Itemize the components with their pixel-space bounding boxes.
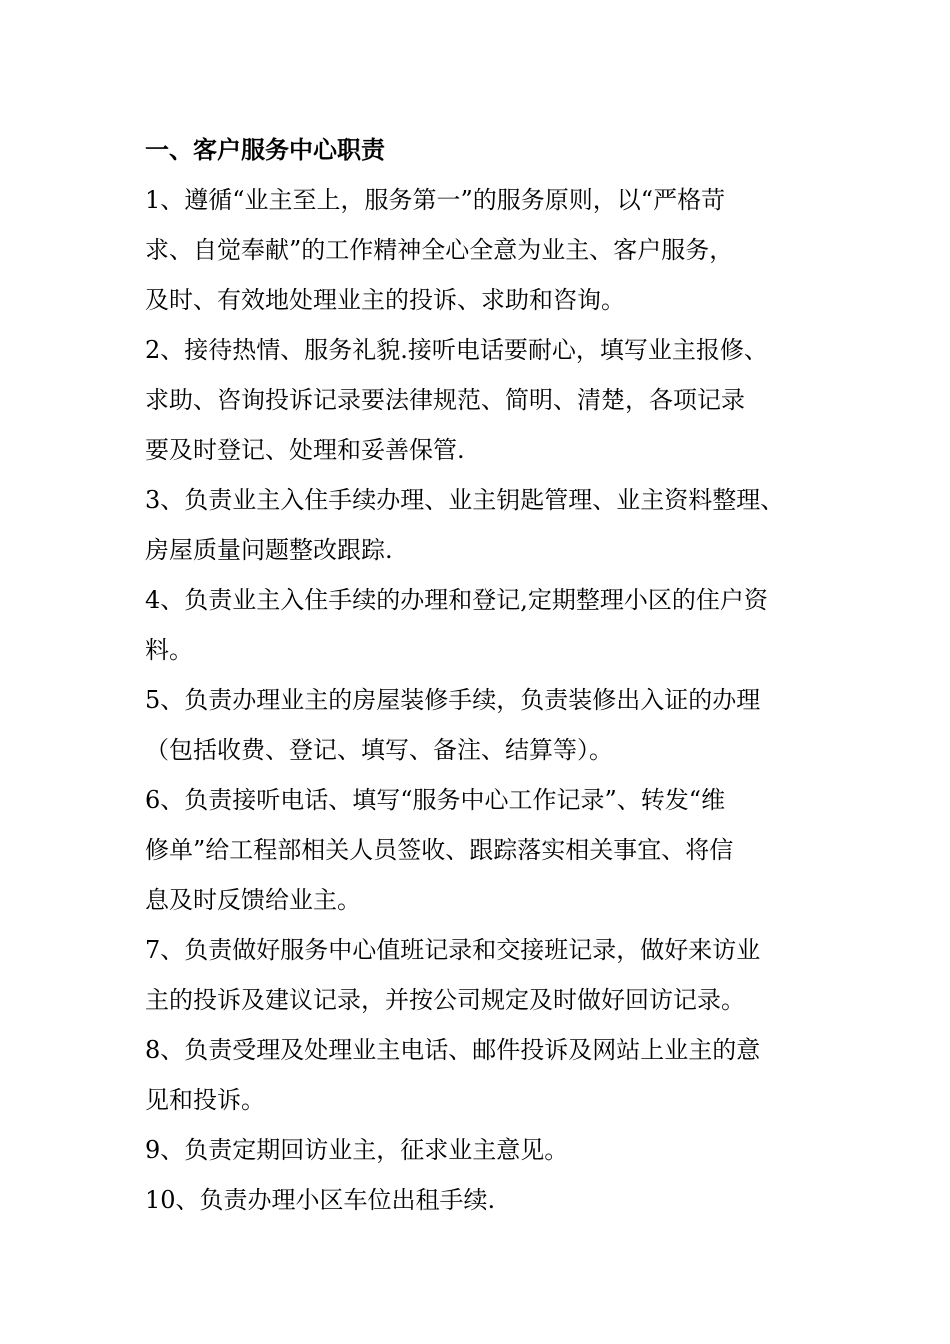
text-line: 主的投诉及建议记录，并按公司规定及时做好回访记录。 [145, 986, 745, 1014]
text-line: 求、自觉奉献”的工作精神全心全意为业主、客户服务， [145, 236, 734, 264]
text-line: 料。 [145, 636, 193, 664]
text-line: 修单”给工程部相关人员签收、跟踪落实相关事宜、将信 [145, 836, 734, 864]
text-line: 息及时反馈给业主。 [145, 886, 361, 914]
text-line: 8、负责受理及处理业主电话、邮件投诉及网站上业主的意 [145, 1036, 761, 1064]
text-line: 见和投诉。 [145, 1086, 265, 1114]
text-line: （包括收费、登记、填写、备注、结算等）。 [145, 736, 613, 764]
text-line: 2、接待热情、服务礼貌.接听电话要耐心，填写业主报修、 [145, 336, 768, 364]
text-line: 3、负责业主入住手续办理、业主钥匙管理、业主资料整理、 [145, 486, 785, 514]
text-line: 9、负责定期回访业主，征求业主意见。 [145, 1136, 569, 1164]
text-line: 5、负责办理业主的房屋装修手续，负责装修出入证的办理 [145, 686, 761, 714]
text-line: 房屋质量问题整改跟踪. [145, 536, 393, 564]
text-line: 7、负责做好服务中心值班记录和交接班记录，做好来访业 [145, 936, 761, 964]
section-heading: 一、客户服务中心职责 [145, 135, 385, 164]
document-body [145, 125, 835, 1225]
text-line: 及时、有效地处理业主的投诉、求助和咨询。 [145, 286, 625, 314]
text-line: 1、遵循“业主至上，服务第一”的服务原则，以“严格苛 [145, 186, 726, 214]
text-line: 求助、咨询投诉记录要法律规范、简明、清楚，各项记录 [145, 386, 745, 414]
text-line: 4、负责业主入住手续的办理和登记,定期整理小区的住户资 [145, 586, 768, 614]
text-line: 要及时登记、处理和妥善保管. [145, 436, 465, 464]
text-line: 6、负责接听电话、填写“服务中心工作记录”、转发“维 [145, 786, 726, 814]
text-line: 10、负责办理小区车位出租手续. [145, 1186, 496, 1214]
